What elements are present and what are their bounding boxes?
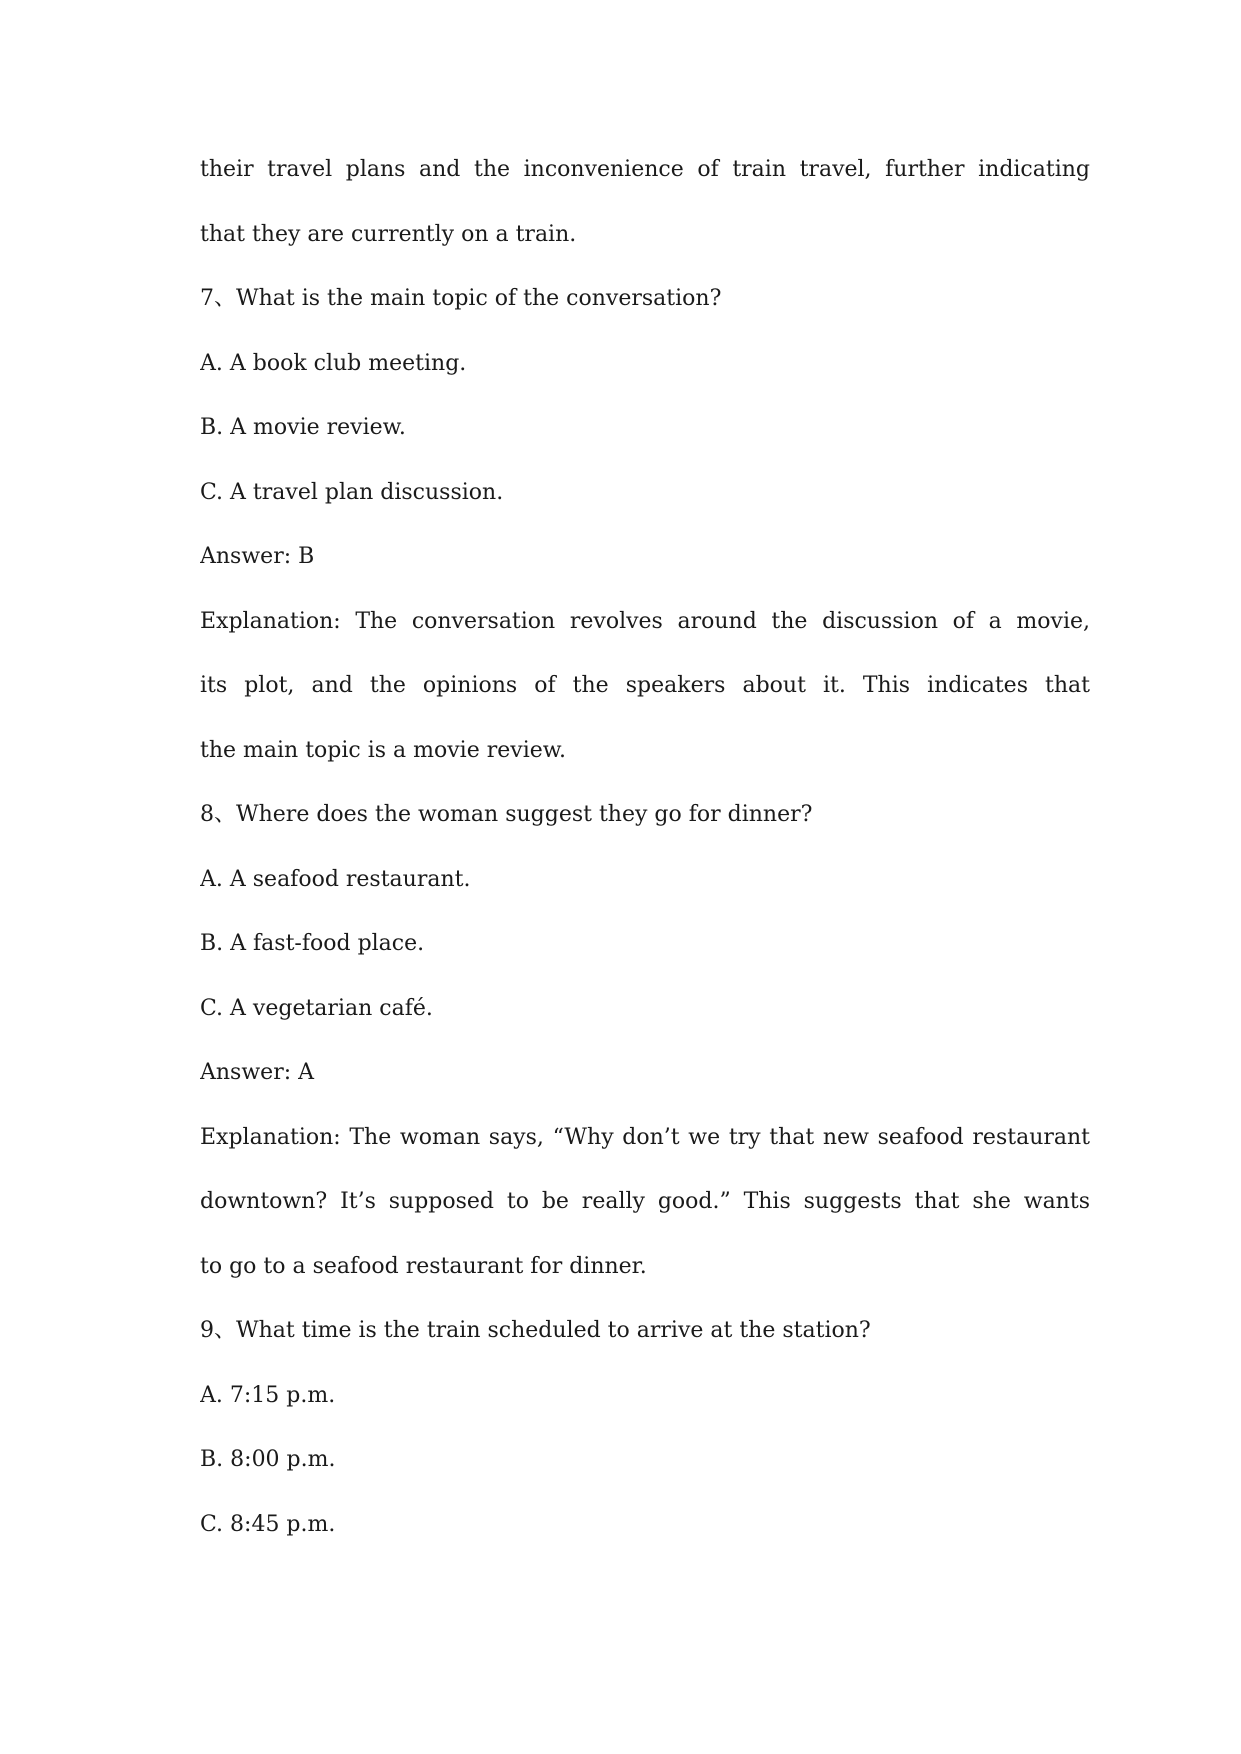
question-8-explanation-line: to go to a seafood restaurant for dinner.	[200, 1253, 647, 1279]
explanation-continuation-line: their travel plans and the inconvenience of train travel, further indicating	[200, 157, 1090, 182]
question-8: 8、Where does the woman suggest they go for dinner?	[200, 802, 813, 827]
question-7-answer: Answer: B	[200, 544, 315, 569]
question-8-explanation-line: Explanation: The woman says, “Why don’t we try that new seafood restaurant	[200, 1124, 1090, 1150]
question-9-option-a: A. 7:15 p.m.	[200, 1382, 336, 1408]
question-7: 7、What is the main topic of the conversation?	[200, 286, 722, 311]
question-7-option-c: C. A travel plan discussion.	[200, 479, 504, 505]
question-8-option-c: C. A vegetarian café.	[200, 995, 433, 1021]
question-7-option-a: A. A book club meeting.	[200, 350, 467, 376]
page-content	[200, 138, 1090, 1557]
explanation-continuation-line: that they are currently on a train.	[200, 221, 577, 247]
question-8-explanation-line: downtown? It’s supposed to be really good.” This suggests that she wants	[200, 1189, 1090, 1214]
question-8-option-a: A. A seafood restaurant.	[200, 866, 471, 892]
question-9-option-b: B. 8:00 p.m.	[200, 1447, 336, 1472]
question-7-explanation-line: its plot, and the opinions of the speakers about it. This indicates that	[200, 673, 1090, 698]
question-9-option-c: C. 8:45 p.m.	[200, 1511, 336, 1537]
question-8-option-b: B. A fast-food place.	[200, 931, 425, 956]
question-7-option-b: B. A movie review.	[200, 415, 406, 440]
question-7-explanation-line: the main topic is a movie review.	[200, 737, 566, 763]
question-7-explanation-line: Explanation: The conversation revolves around the discussion of a movie,	[200, 608, 1090, 634]
question-8-answer: Answer: A	[200, 1060, 315, 1085]
question-9: 9、What time is the train scheduled to arrive at the station?	[200, 1318, 871, 1343]
